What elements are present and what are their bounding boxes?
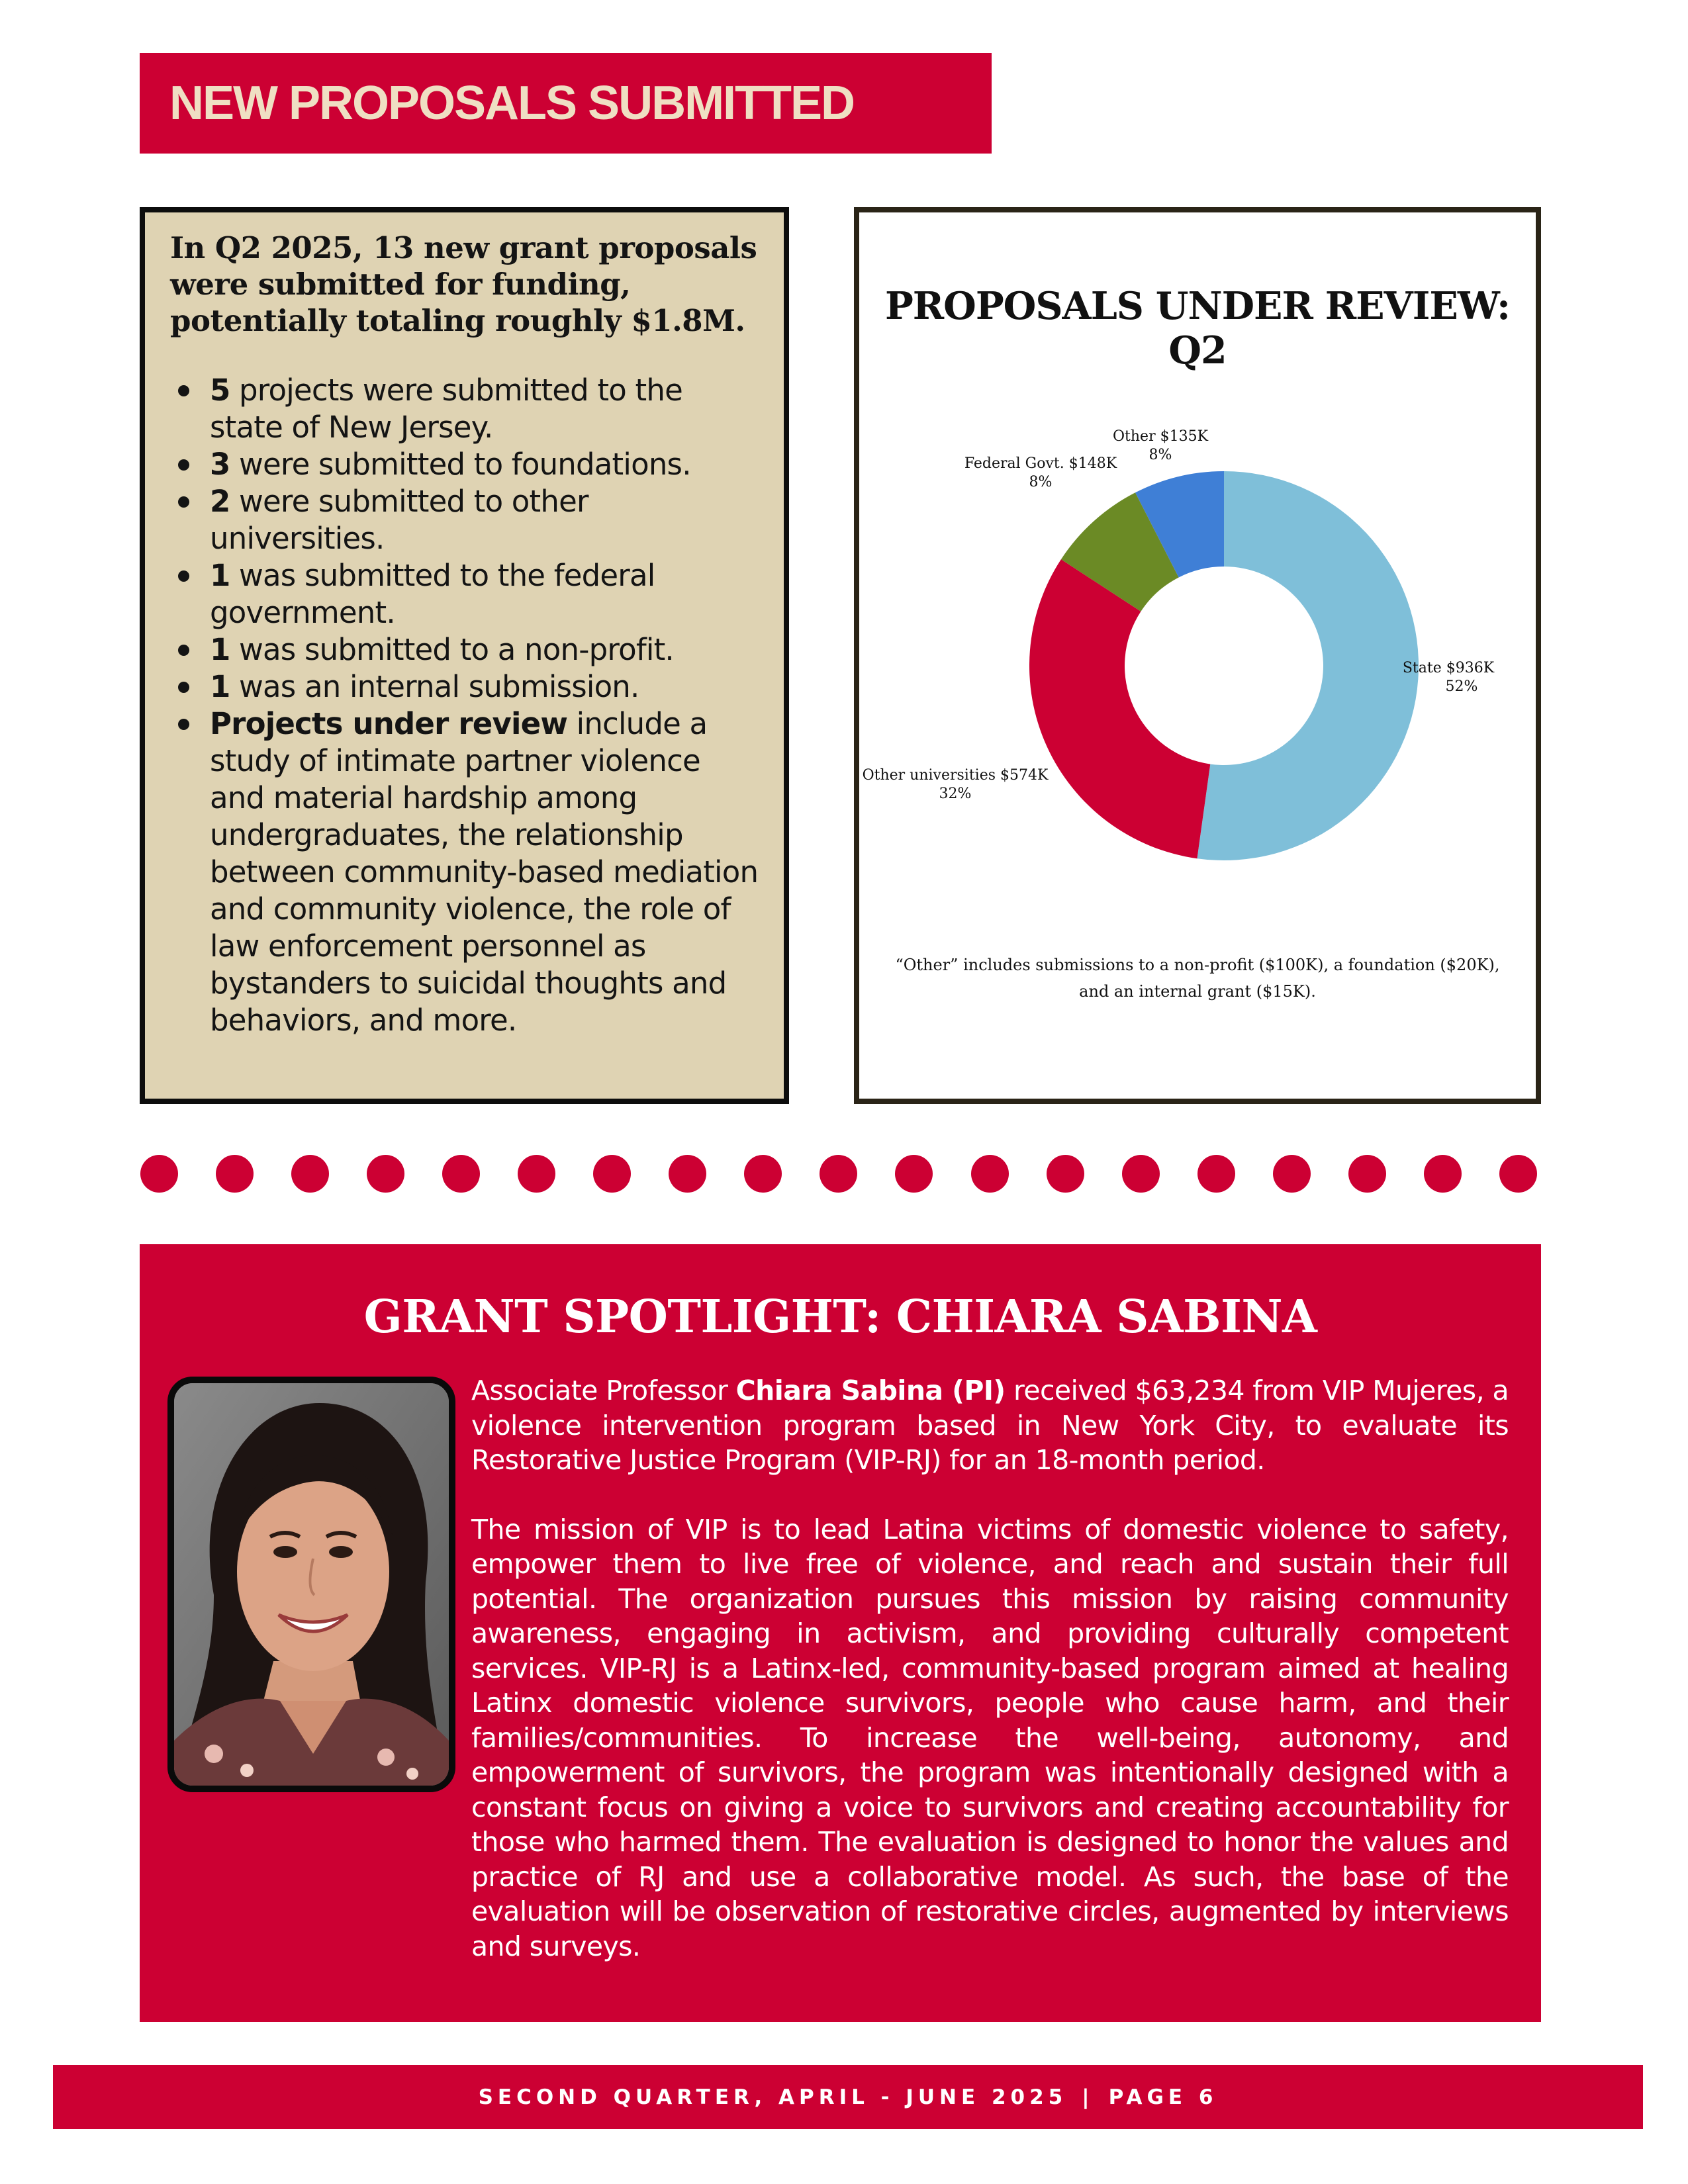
list-item: 1 was an internal submission.: [170, 668, 760, 705]
divider-dot: [1499, 1155, 1537, 1193]
page-footer: [53, 2065, 1643, 2129]
summary-intro: In Q2 2025, 13 new grant proposals were submitted for funding, potentially totaling roughly $1.8M.: [170, 230, 757, 338]
section-title: NEW PROPOSALS SUBMITTED: [169, 77, 855, 130]
chart-title: PROPOSALS UNDER REVIEW: Q2: [884, 284, 1511, 373]
grant-spotlight: [140, 1244, 1541, 2022]
footer-page-number: PAGE 6: [1108, 2085, 1218, 2109]
donut-slice-other-universities: [1029, 559, 1210, 858]
chart-box: [854, 207, 1541, 1104]
divider-dot: [744, 1155, 782, 1193]
summary-list: [170, 372, 760, 1039]
spotlight-title: GRANT SPOTLIGHT: CHIARA SABINA: [363, 1291, 1317, 1343]
slice-label-federal: Federal Govt. $148K: [964, 455, 1117, 472]
spotlight-paragraph-1: Associate Professor Chiara Sabina (PI) received $63,234 from VIP Mujeres, a violence intervention program based in New York City, to evaluate its Restorative Justice Program (VIP-RJ) for an 18-month period.: [471, 1375, 1509, 1476]
divider-dot: [593, 1155, 631, 1193]
spotlight-paragraph-2: The mission of VIP is to lead Latina victims of domestic violence to safety, empower them to live free of violence, and reach and sustain their full potential. The organization pursues this mission by raising community awareness, engaging in activism, and providing culturally competent services. VIP-RJ is a Latinx-led, community-based program aimed at healing Latinx domestic violence survivors, people who cause harm, and their families/communities. To increase the well-being, autonomy, and empowerment of survivors, the program was intentionally designed with a constant focus on giving a voice to survivors and creating accountability for those who harmed them. The evaluation is designed to honor the values and practice of RJ and use a collaborative model. As such, the base of the evaluation will be observation of restorative circles, augmented by interviews and surveys.: [471, 1513, 1509, 1962]
slice-pct-other-universities: 32%: [939, 786, 972, 802]
list-item: 5 projects were submitted to the state of New Jersey.: [170, 372, 760, 446]
list-item: 1 was submitted to a non-profit.: [170, 631, 760, 668]
divider-dot: [1273, 1155, 1311, 1193]
portrait-photo: [167, 1377, 455, 1792]
list-item: 3 were submitted to foundations.: [170, 446, 760, 483]
slice-label-other: Other $135K: [1113, 428, 1208, 445]
portrait-image: [174, 1383, 449, 1786]
divider-dot: [291, 1155, 329, 1193]
slice-label-state: State $936K: [1402, 660, 1495, 676]
divider-dot: [140, 1155, 178, 1193]
divider-dot: [895, 1155, 933, 1193]
list-item: 1 was submitted to the federal government.: [170, 557, 760, 631]
footer-separator: |: [1082, 2085, 1094, 2109]
section-header-banner: [140, 53, 992, 154]
divider-dot: [820, 1155, 857, 1193]
divider-dot: [1122, 1155, 1160, 1193]
divider-dot: [971, 1155, 1009, 1193]
proposals-summary-box: [140, 207, 789, 1104]
divider-dot: [669, 1155, 706, 1193]
slice-pct-state: 52%: [1445, 678, 1478, 695]
divider-dot: [216, 1155, 254, 1193]
chart-footnote: “Other” includes submissions to a non-profit ($100K), a foundation ($20K), and an internal grant ($15K).: [895, 956, 1500, 1001]
divider-dot: [1197, 1155, 1235, 1193]
divider-dot: [442, 1155, 480, 1193]
spotlight-body: [471, 1373, 1509, 1964]
list-item: 2 were submitted to other universities.: [170, 483, 760, 557]
dotted-divider: [140, 1155, 1537, 1195]
donut-slice-state: [1197, 471, 1419, 860]
slice-label-other-universities: Other universities $574K: [862, 767, 1049, 784]
slice-pct-federal: 8%: [1029, 474, 1053, 490]
divider-dot: [518, 1155, 555, 1193]
footer-quarter: SECOND QUARTER, APRIL - JUNE 2025: [478, 2085, 1068, 2109]
slice-pct-other: 8%: [1149, 447, 1172, 463]
divider-dot: [1424, 1155, 1462, 1193]
list-item: Projects under review include a study of intimate partner violence and material hardship among undergraduates, the relationship between community-based mediation and community violence, the role of law enforcement personnel as bystanders to suicidal thoughts and behaviors, and more.: [170, 705, 760, 1039]
divider-dot: [1348, 1155, 1386, 1193]
divider-dot: [1047, 1155, 1084, 1193]
divider-dot: [367, 1155, 404, 1193]
